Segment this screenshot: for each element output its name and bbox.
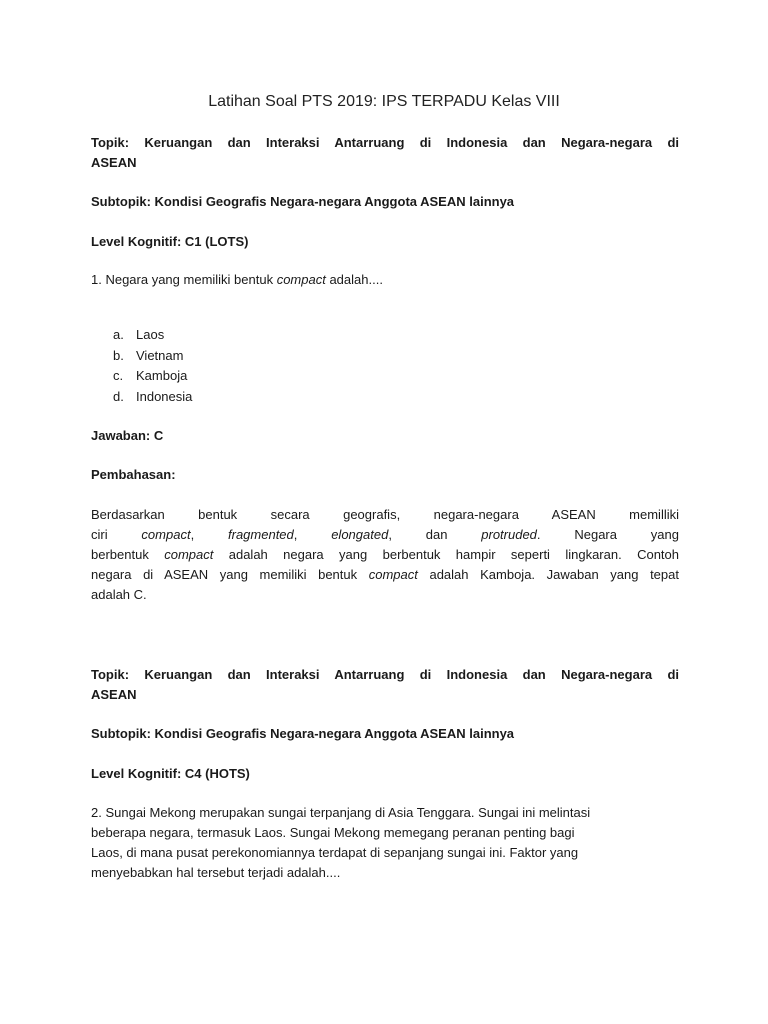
q2-topic-line2: ASEAN [91, 687, 137, 702]
disc-text: ciri [91, 527, 142, 542]
q1-option-a [113, 325, 192, 346]
q2-question-line3: Laos, di mana pusat perekonomiannya terdapat di sepanjang sungai ini. Faktor yang [91, 845, 579, 860]
q1-question-suffix: adalah.... [325, 272, 383, 287]
q2-level: Level Kognitif: C4 (HOTS) [91, 766, 250, 781]
q1-discussion-line4 [91, 565, 679, 585]
q1-question-prefix: 1. Negara yang memiliki bentuk [91, 272, 277, 287]
q2-topic-line1: Topik: Keruangan dan Interaksi Antarruang di Indonesia dan Negara-negara di [91, 667, 679, 682]
disc-text: berbentuk [91, 547, 165, 562]
q1-level: Level Kognitif: C1 (LOTS) [91, 234, 249, 249]
option-letter: a. [113, 327, 124, 342]
q1-topic-line1: Topik: Keruangan dan Interaksi Antarruang di Indonesia dan Negara-negara di [91, 135, 679, 150]
disc-text: negara di ASEAN yang memiliki bentuk [91, 567, 369, 582]
disc-text: , [293, 527, 332, 542]
q2-subtopic: Subtopik: Kondisi Geografis Negara-negara Anggota ASEAN lainnya [91, 726, 515, 741]
q2-question-line2: beberapa negara, termasuk Laos. Sungai Mekong memegang peranan penting bagi [91, 825, 575, 840]
disc-text: adalah negara yang berbentuk hampir seperti lingkaran. Contoh [213, 547, 680, 562]
disc-term: compact [164, 547, 214, 562]
q1-option-c [113, 366, 192, 387]
q1-discussion-line1: Berdasarkan bentuk secara geografis, negara-negara ASEAN memilliki [91, 507, 679, 522]
q1-options [113, 325, 192, 407]
disc-term: fragmented [228, 527, 294, 542]
q1-answer: Jawaban: C [91, 428, 164, 443]
q1-option-d [113, 387, 192, 408]
option-text: Vietnam [136, 347, 184, 363]
disc-term: compact [141, 527, 191, 542]
q1-subtopic: Subtopik: Kondisi Geografis Negara-negara Anggota ASEAN lainnya [91, 194, 515, 209]
q1-discussion-line2 [91, 525, 679, 545]
page-title: Latihan Soal PTS 2019: IPS TERPADU Kelas VIII [208, 93, 560, 110]
option-letter: d. [113, 388, 124, 404]
q1-option-b [113, 346, 192, 367]
q1-question-term: compact [276, 272, 326, 287]
q1-discussion-line3 [91, 545, 679, 565]
option-letter: c. [113, 368, 124, 383]
disc-text: adalah Kamboja. Jawaban yang tepat [417, 567, 679, 582]
option-text: Kamboja [136, 368, 188, 383]
q1-question [91, 270, 679, 290]
q2-question-line1: 2. Sungai Mekong merupakan sungai terpanjang di Asia Tenggara. Sungai ini melintasi [91, 805, 591, 820]
q1-discussion-label: Pembahasan: [91, 467, 176, 482]
q1-discussion-line5: adalah C. [91, 587, 147, 602]
disc-term: elongated [331, 527, 389, 542]
disc-text: , [190, 527, 228, 542]
q1-topic-line2: ASEAN [91, 155, 137, 170]
disc-term: compact [368, 567, 418, 582]
disc-text: . Negara yang [536, 527, 679, 542]
option-text: Laos [136, 327, 165, 342]
option-text: Indonesia [136, 388, 193, 404]
disc-text: , dan [388, 527, 482, 542]
disc-term: protruded [481, 527, 537, 542]
q2-question-line4: menyebabkan hal tersebut terjadi adalah.... [91, 865, 341, 880]
option-letter: b. [113, 347, 124, 363]
